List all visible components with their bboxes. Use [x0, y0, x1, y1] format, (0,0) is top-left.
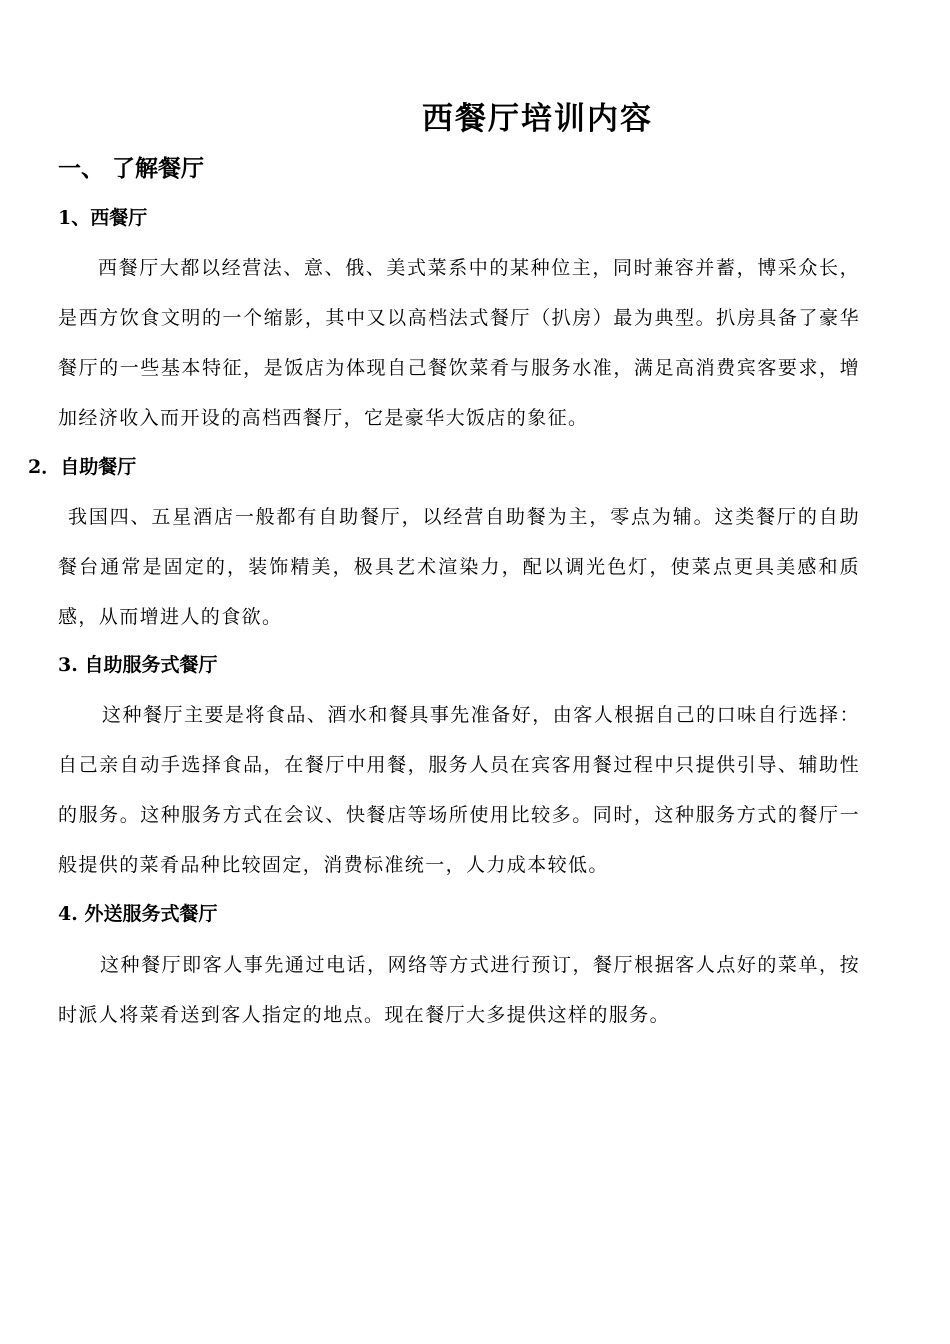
document-title: 西餐厅培训内容	[422, 101, 653, 137]
paragraph-buffet-restaurant: 我国四、五星酒店一般都有自助餐厅，以经营自助餐为主，零点为辅。这类餐厅的自助餐台通常是固定的，装饰精美，极具艺术渲染力，配以调光色灯，使菜点更具美感和质感，从而增进人的食欲。	[58, 506, 860, 628]
subheading-buffet-restaurant: 2．自助餐厅	[28, 456, 137, 478]
subheading-self-service-restaurant: 3. 自助服务式餐厅	[58, 654, 218, 676]
paragraph-delivery-restaurant: 这种餐厅即客人事先通过电话，网络等方式进行预订，餐厅根据客人点好的菜单，按时派人将菜肴送到客人指定的地点。现在餐厅大多提供这样的服务。	[58, 954, 860, 1026]
paragraph-western-restaurant: 西餐厅大都以经营法、意、俄、美式菜系中的某种位主，同时兼容并蓄，博采众长，是西方饮食文明的一个缩影，其中又以高档法式餐厅（扒房）最为典型。扒房具备了豪华餐厅的一些基本特征，是饭店为体现自己餐饮菜肴与服务水准，满足高消费宾客要求，增加经济收入而开设的高档西餐厅，它是豪华大饭店的象征。	[58, 257, 860, 429]
subheading-delivery-restaurant: 4. 外送服务式餐厅	[58, 903, 218, 925]
paragraph-self-service-restaurant: 这种餐厅主要是将食品、酒水和餐具事先准备好，由客人根据自己的口味自行选择：自己亲自动手选择食品，在餐厅中用餐，服务人员在宾客用餐过程中只提供引导、辅助性的服务。这种服务方式在会议、快餐店等场所使用比较多。同时，这种服务方式的餐厅一般提供的菜肴品种比较固定，消费标准统一，人力成本较低。	[58, 704, 860, 876]
subheading-western-restaurant: 1、西餐厅	[58, 207, 148, 229]
section-heading: 一、 了解餐厅	[58, 155, 205, 182]
